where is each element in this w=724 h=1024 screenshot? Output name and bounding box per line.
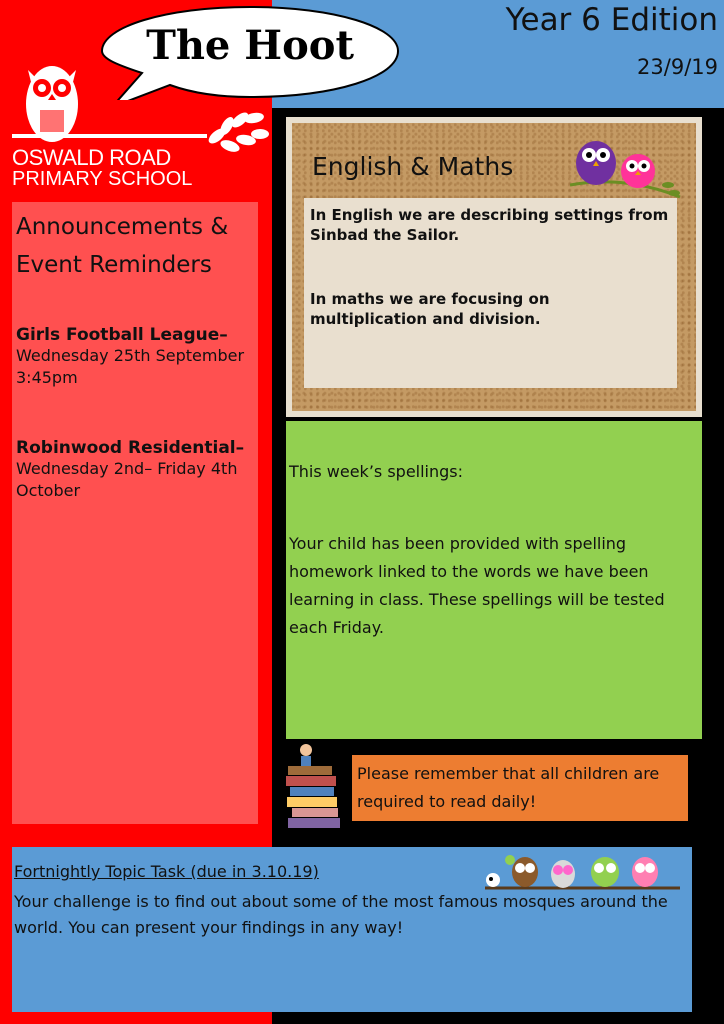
announcements-panel — [12, 202, 258, 824]
topic-title: Fortnightly Topic Task (due in 3.10.19) — [14, 862, 319, 881]
event-body: Wednesday 25th September 3:45pm — [16, 346, 245, 387]
books-stack-icon — [284, 740, 350, 832]
spellings-body: Your child has been provided with spelling homework linked to the words we have been learning in class. These spellings will be tested each Friday. — [289, 534, 665, 637]
reading-text: Please remember that all children are required to read daily! — [357, 764, 660, 811]
english-text: In English we are describing settings from Sinbad the Sailor. — [310, 206, 669, 244]
maths-note — [310, 289, 670, 329]
edition-label: Year 6 Edition — [505, 2, 718, 38]
owls-illustration — [570, 135, 685, 205]
event-title: Robinwood Residential– — [16, 438, 245, 458]
school-name-line2: PRIMARY SCHOOL — [12, 168, 193, 190]
spellings-heading: This week’s spellings: — [289, 462, 464, 481]
announcements-heading: Announcements & Event Reminders — [16, 214, 229, 278]
english-note — [310, 205, 670, 245]
event-item — [16, 438, 256, 502]
event-title: Girls Football League– — [16, 325, 228, 345]
date-label: 23/9/19 — [637, 55, 718, 79]
topic-body: Your challenge is to find out about some of the most famous mosques around the world. You can present your findings in any way! — [14, 892, 668, 937]
event-item — [16, 325, 256, 389]
event-body: Wednesday 2nd– Friday 4th October — [16, 459, 238, 500]
school-name-line1: OSWALD ROAD — [12, 145, 171, 170]
newsletter-title: The Hoot — [146, 22, 354, 69]
maths-text: In maths we are focusing on multiplication and division. — [310, 290, 550, 328]
owls-branch-illustration — [485, 852, 685, 897]
board-title: English & Maths — [312, 152, 514, 181]
